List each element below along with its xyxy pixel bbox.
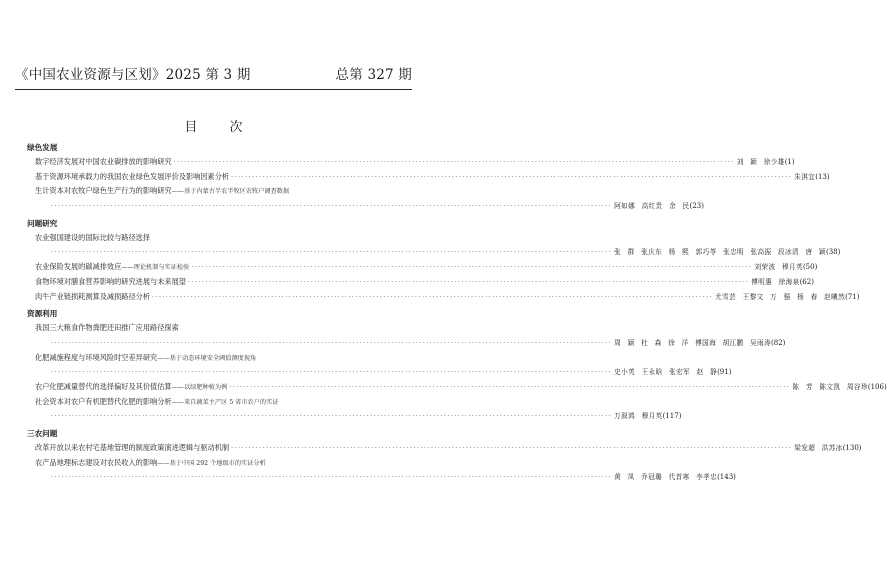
article-authors: 傅明惠 徐海泉 [751, 277, 800, 286]
header-divider [15, 89, 412, 90]
dot-leader: ································································································································································ [187, 278, 750, 286]
article-title: 农业强国建设的国际比较与路径选择 [35, 232, 151, 242]
article-title: 基于资源环境承载力的我国农业绿色发展评价及影响因素分析 [35, 171, 230, 181]
dot-leader: ································································································································································ [51, 203, 613, 211]
section-heading: 绿色发展 [27, 143, 58, 152]
dot-leader: ································································································································································ [51, 369, 613, 377]
toc-entry-line[interactable] [27, 441, 862, 456]
section-heading: 资源利用 [27, 309, 58, 319]
page-number: (91) [717, 368, 732, 377]
article-authors: 尤雪芸 王黎文 万 强 杨 春 赵曦然 [715, 292, 846, 301]
article-title: 化肥减施程度与环境风险时空差异研究 [35, 352, 158, 362]
toc-entry-line[interactable] [27, 351, 407, 366]
dot-leader: ································································································································································ [231, 173, 793, 181]
article-authors: 刘荣波 穆月英 [754, 263, 803, 272]
toc-entry-line[interactable] [27, 321, 407, 336]
page-number: (1) [784, 158, 795, 166]
toc-entry-line[interactable] [27, 245, 841, 260]
toc-entry-line[interactable] [27, 365, 732, 380]
journal-title: 《中国农业资源与区划》2025 第 3 期 [15, 67, 251, 83]
page-number: (13) [815, 172, 830, 181]
article-authors: 万叙鸿 穆月英 [614, 412, 663, 421]
article-authors: 刘 颖 徐少雄 [736, 158, 785, 166]
article-authors: 梁发超 洪苏冰 [794, 444, 843, 452]
dot-leader: ································································································································································ [229, 383, 791, 391]
article-subtitle: ——基于动态环境安全阈值测度视角 [157, 354, 257, 362]
page-number: (50) [802, 263, 818, 272]
toc-entry-line[interactable] [27, 395, 407, 410]
toc-entry-line[interactable] [27, 184, 407, 199]
article-authors: 黄 凤 乔冠璐 代首寒 李孝忠 [614, 473, 718, 482]
dot-leader: ································································································································································ [51, 413, 613, 421]
article-authors: 史小英 王永晗 张宏军 赵 静 [614, 368, 718, 377]
article-subtitle: ——以绿肥种植为例 [171, 383, 228, 391]
toc-entry-line[interactable] [27, 231, 407, 246]
article-authors: 阿如娜 高红贵 余 民 [614, 202, 690, 211]
toc-entry-line[interactable] [27, 409, 682, 424]
article-title: 肉牛产业链损耗测算及减损路径分析 [35, 291, 151, 301]
toc-entry-line[interactable] [27, 380, 887, 395]
article-title: 改革开放以来农村宅基地管理的制度政策演进逻辑与驱动机制 [35, 443, 230, 452]
total-issue-number: 总第 327 期 [335, 67, 412, 83]
dot-leader: ································································································································································ [231, 445, 793, 452]
page-number: (143) [717, 473, 736, 482]
toc-entry-line[interactable] [27, 170, 830, 185]
page-number: (23) [689, 202, 704, 211]
article-authors: 朱淇宜 [794, 172, 816, 181]
page-number: (62) [799, 277, 814, 286]
article-title: 农产品地理标志建设对农民收入的影响 [35, 457, 158, 467]
page-number: (82) [771, 338, 786, 347]
article-authors: 周 颖 杜 森 徐 洋 傅国海 胡江鹏 吴雨涛 [614, 338, 772, 347]
page-number: (117) [662, 412, 682, 421]
article-title: 食物环境对膳食营养影响的研究进展与未来展望 [35, 276, 186, 286]
dot-leader: ································································································································································ [191, 264, 753, 272]
page-number: (106) [867, 382, 887, 391]
article-subtitle: ——基于内蒙古半农半牧区农牧户调查数据 [171, 188, 290, 196]
article-authors: 张 群 张庆东 杨 熙 郭巧苓 张忠明 张高振 段冰清 唐 颖 [614, 248, 826, 257]
table-of-contents [27, 138, 887, 485]
toc-entry-line[interactable] [27, 275, 814, 290]
dot-leader: ································································································································································ [51, 474, 613, 482]
page-number: (71) [845, 292, 860, 301]
toc-title: 目 次 [184, 120, 257, 135]
dot-leader: ································································································································································ [51, 339, 613, 347]
article-title: 生计资本对农牧户绿色生产行为的影响研究 [35, 186, 172, 196]
toc-entry-line[interactable] [27, 336, 786, 351]
article-subtitle: ——基于中国 292 个地级市的实证分析 [157, 459, 266, 467]
article-title: 我国三大粮食作物粪肥还田推广应用路径探索 [35, 323, 179, 333]
toc-entry-line[interactable] [27, 470, 736, 485]
toc-entry-line[interactable] [27, 260, 818, 275]
article-title: 农户化肥减量替代的选择偏好及其价值估算 [35, 381, 172, 391]
article-subtitle: ——理论机制与实证检验 [121, 264, 190, 272]
article-title: 数字经济发展对中国农业碳排放的影响研究 [35, 157, 172, 166]
article-authors: 陈 芳 陈文凯 周谷珍 [792, 382, 868, 391]
article-subtitle: ——来自蔬菜主产区 5 省市农户的实证 [171, 398, 279, 406]
toc-entry-line[interactable] [27, 155, 795, 170]
dot-leader: ································································································································································ [152, 293, 714, 301]
dot-leader: ································································································································································ [51, 249, 613, 257]
article-title: 社会资本对农户有机肥替代化肥的影响分析 [35, 396, 172, 406]
page-number: (130) [842, 444, 862, 452]
toc-entry-line[interactable] [27, 456, 407, 471]
toc-entry-line[interactable] [27, 290, 860, 305]
journal-header [15, 63, 412, 83]
page-number: (38) [825, 248, 841, 257]
article-title: 农业保险发展的碳减排效应 [35, 262, 122, 272]
section-heading: 三农问题 [27, 429, 58, 438]
section-heading: 问题研究 [27, 218, 58, 228]
toc-entry-line[interactable] [27, 199, 704, 214]
dot-leader: ································································································································································ [173, 159, 735, 166]
